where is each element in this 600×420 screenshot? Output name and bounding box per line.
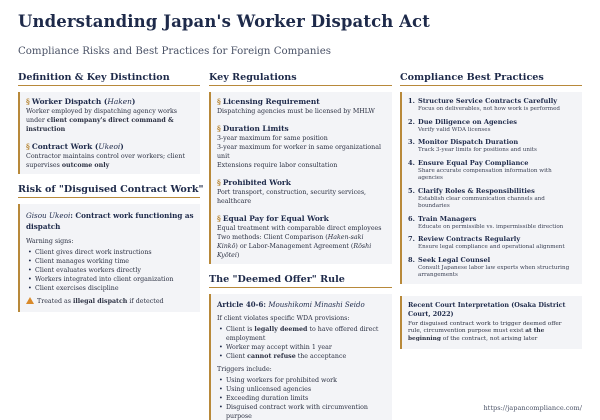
list-item: • Client evaluates workers directly [26,266,194,275]
equal-pay-jp: Haken-saki Kinkō [217,234,364,250]
column-best-practices [400,72,582,349]
treated-line [26,297,194,306]
contract-work-item: § Contract Work (Ukeoi) Contractor maintains control over workers; client supervises outcome only [26,142,185,169]
list-item: • Client exercises discipline [26,284,194,293]
disguised-box [18,204,200,312]
equal-pay-text: Two methods: Client Comparison ( [217,234,328,241]
disguised-lead-jp: Gisou Ukeoi [26,211,71,220]
list-item: • Using unlicensed agencies [217,385,386,394]
section-mark-icon: § [26,142,30,151]
treated-prefix: Treated as [37,298,71,305]
list-item: 3. Monitor Dispatch Duration Track 3-year limits for positions and units [408,138,537,153]
equal-pay-text: ) [236,252,240,259]
equal-pay-label: Equal Pay for Equal Work [222,214,329,223]
duration-line: 3-year maximum for worker in same organizational unit [217,144,381,160]
list-item: • Client cannot refuse the acceptance [217,352,386,361]
list-item: • Worker may accept within 1 year [217,343,386,352]
page-title: Understanding Japan's Worker Dispatch Act [18,12,430,31]
page-subtitle: Compliance Risks and Best Practices for Foreign Companies [18,46,331,57]
list-item: 8. Seek Legal Counsel Consult Japanese labor law experts when structuring arrangements [408,255,570,278]
list-item: 2. Due Diligence on Agencies Verify valid WDA licenses [408,117,517,133]
list-item: • Client gives direct work instructions [26,248,194,257]
list-item: 1. Structure Service Contracts Carefully Focus on deliverables, not how work is performed [408,97,560,112]
warning-signs-list [26,248,194,293]
duration-line: Extensions require labor consultation [217,162,338,169]
warning-icon [26,297,34,304]
licensing-label: Licensing Requirement [222,97,320,106]
section-mark-icon: § [26,97,30,106]
deemed-heading: The "Deemed Offer" Rule [209,274,392,288]
best-practices-list [408,97,576,280]
list-item: • Exceeding duration limits [217,394,386,403]
regulations-box [209,92,392,264]
prohibited-text: Port transport, construction, security services, healthcare [217,189,367,205]
contract-work-text: Contractor maintains control over workers; client supervises [26,153,185,169]
court-box [400,296,582,349]
worker-dispatch-label: Worker Dispatch [31,97,102,106]
best-practices-heading: Compliance Best Practices [400,72,582,86]
triggers-label: Triggers include: [217,366,272,373]
definition-heading: Definition & Key Distinction [18,72,200,86]
contract-work-jp: Ukeoi [98,142,121,151]
section-mark-icon: § [217,178,221,187]
best-practices-box [400,92,582,284]
violates-text: If client violates specific WDA provisions: [217,315,350,322]
list-item: • Client manages working time [26,257,194,266]
worker-dispatch-strong: client company's direct command & instruction [26,117,174,133]
contract-work-label: Contract Work [31,142,93,151]
treated-suffix: if detected [129,298,164,305]
court-text: For disguised contract work to trigger deemed offer rule, circumvention purpose must exist at the beginning of the contract, not arising later [408,320,562,343]
effects-list [217,325,386,361]
list-item: • Using workers for prohibited work [217,376,386,385]
list-item: 4. Ensure Equal Pay Compliance Share accurate compensation information with agencies [408,158,552,181]
article-label: Article 40-6: [217,300,269,309]
duration-item [217,123,386,170]
section-mark-icon: § [217,97,221,106]
equal-pay-jp: Rōshi Kyōtei [217,243,372,259]
list-item: 7. Review Contracts Regularly Ensure legal compliance and operational alignment [408,235,565,250]
column-regulations [209,72,392,420]
definition-box [18,92,200,174]
worker-dispatch-text: Worker employed by dispatching agency works under [26,108,178,124]
prohibited-item [217,177,386,206]
worker-dispatch-jp: Haken [107,97,132,106]
deemed-box [209,294,392,420]
list-item: • Client is legally deemed to have offered direct employment [217,325,386,343]
prohibited-label: Prohibited Work [222,178,291,187]
equal-pay-line: Equal treatment with comparable direct employees [217,225,382,232]
treated-strong: illegal dispatch [72,298,128,305]
worker-dispatch-item: § Worker Dispatch (Haken) Worker employed by dispatching agency works under client company's direct command & instruction [26,97,178,133]
disguised-heading: Risk of "Disguised Contract Work" [18,184,200,198]
disguised-lead-text: : Contract work functioning as dispatch [26,211,194,231]
list-item: • Disguised contract work with circumvention purpose [217,403,386,420]
court-heading: Recent Court Interpretation (Osaka District Court, 2022) [408,300,566,318]
section-mark-icon: § [217,214,221,223]
licensing-item [217,96,386,116]
equal-pay-text: ) or Labor-Management Agreement ( [235,243,354,250]
list-item: 5. Clarify Roles & Responsibilities Establish clear communication channels and boundaries [408,186,545,209]
regulations-heading: Key Regulations [209,72,392,86]
footer-url[interactable]: https://japancompliance.com/ [483,404,582,412]
equal-pay-methods [217,233,386,260]
column-definition [18,72,204,312]
duration-line: 3-year maximum for same position [217,135,328,142]
section-mark-icon: § [217,124,221,133]
warning-signs-label: Warning signs: [26,238,74,245]
list-item: • Workers integrated into client organization [26,275,194,284]
list-item: 6. Train Managers Educate on permissible vs. impermissible direction [408,214,564,230]
licensing-text: Dispatching agencies must be licensed by MHLW [217,108,375,115]
equal-pay-item [217,213,386,260]
article-jp: Moushikomi Minashi Seido [268,301,365,309]
triggers-list [217,376,386,420]
duration-label: Duration Limits [222,124,289,133]
contract-work-strong: outcome only [61,162,110,169]
